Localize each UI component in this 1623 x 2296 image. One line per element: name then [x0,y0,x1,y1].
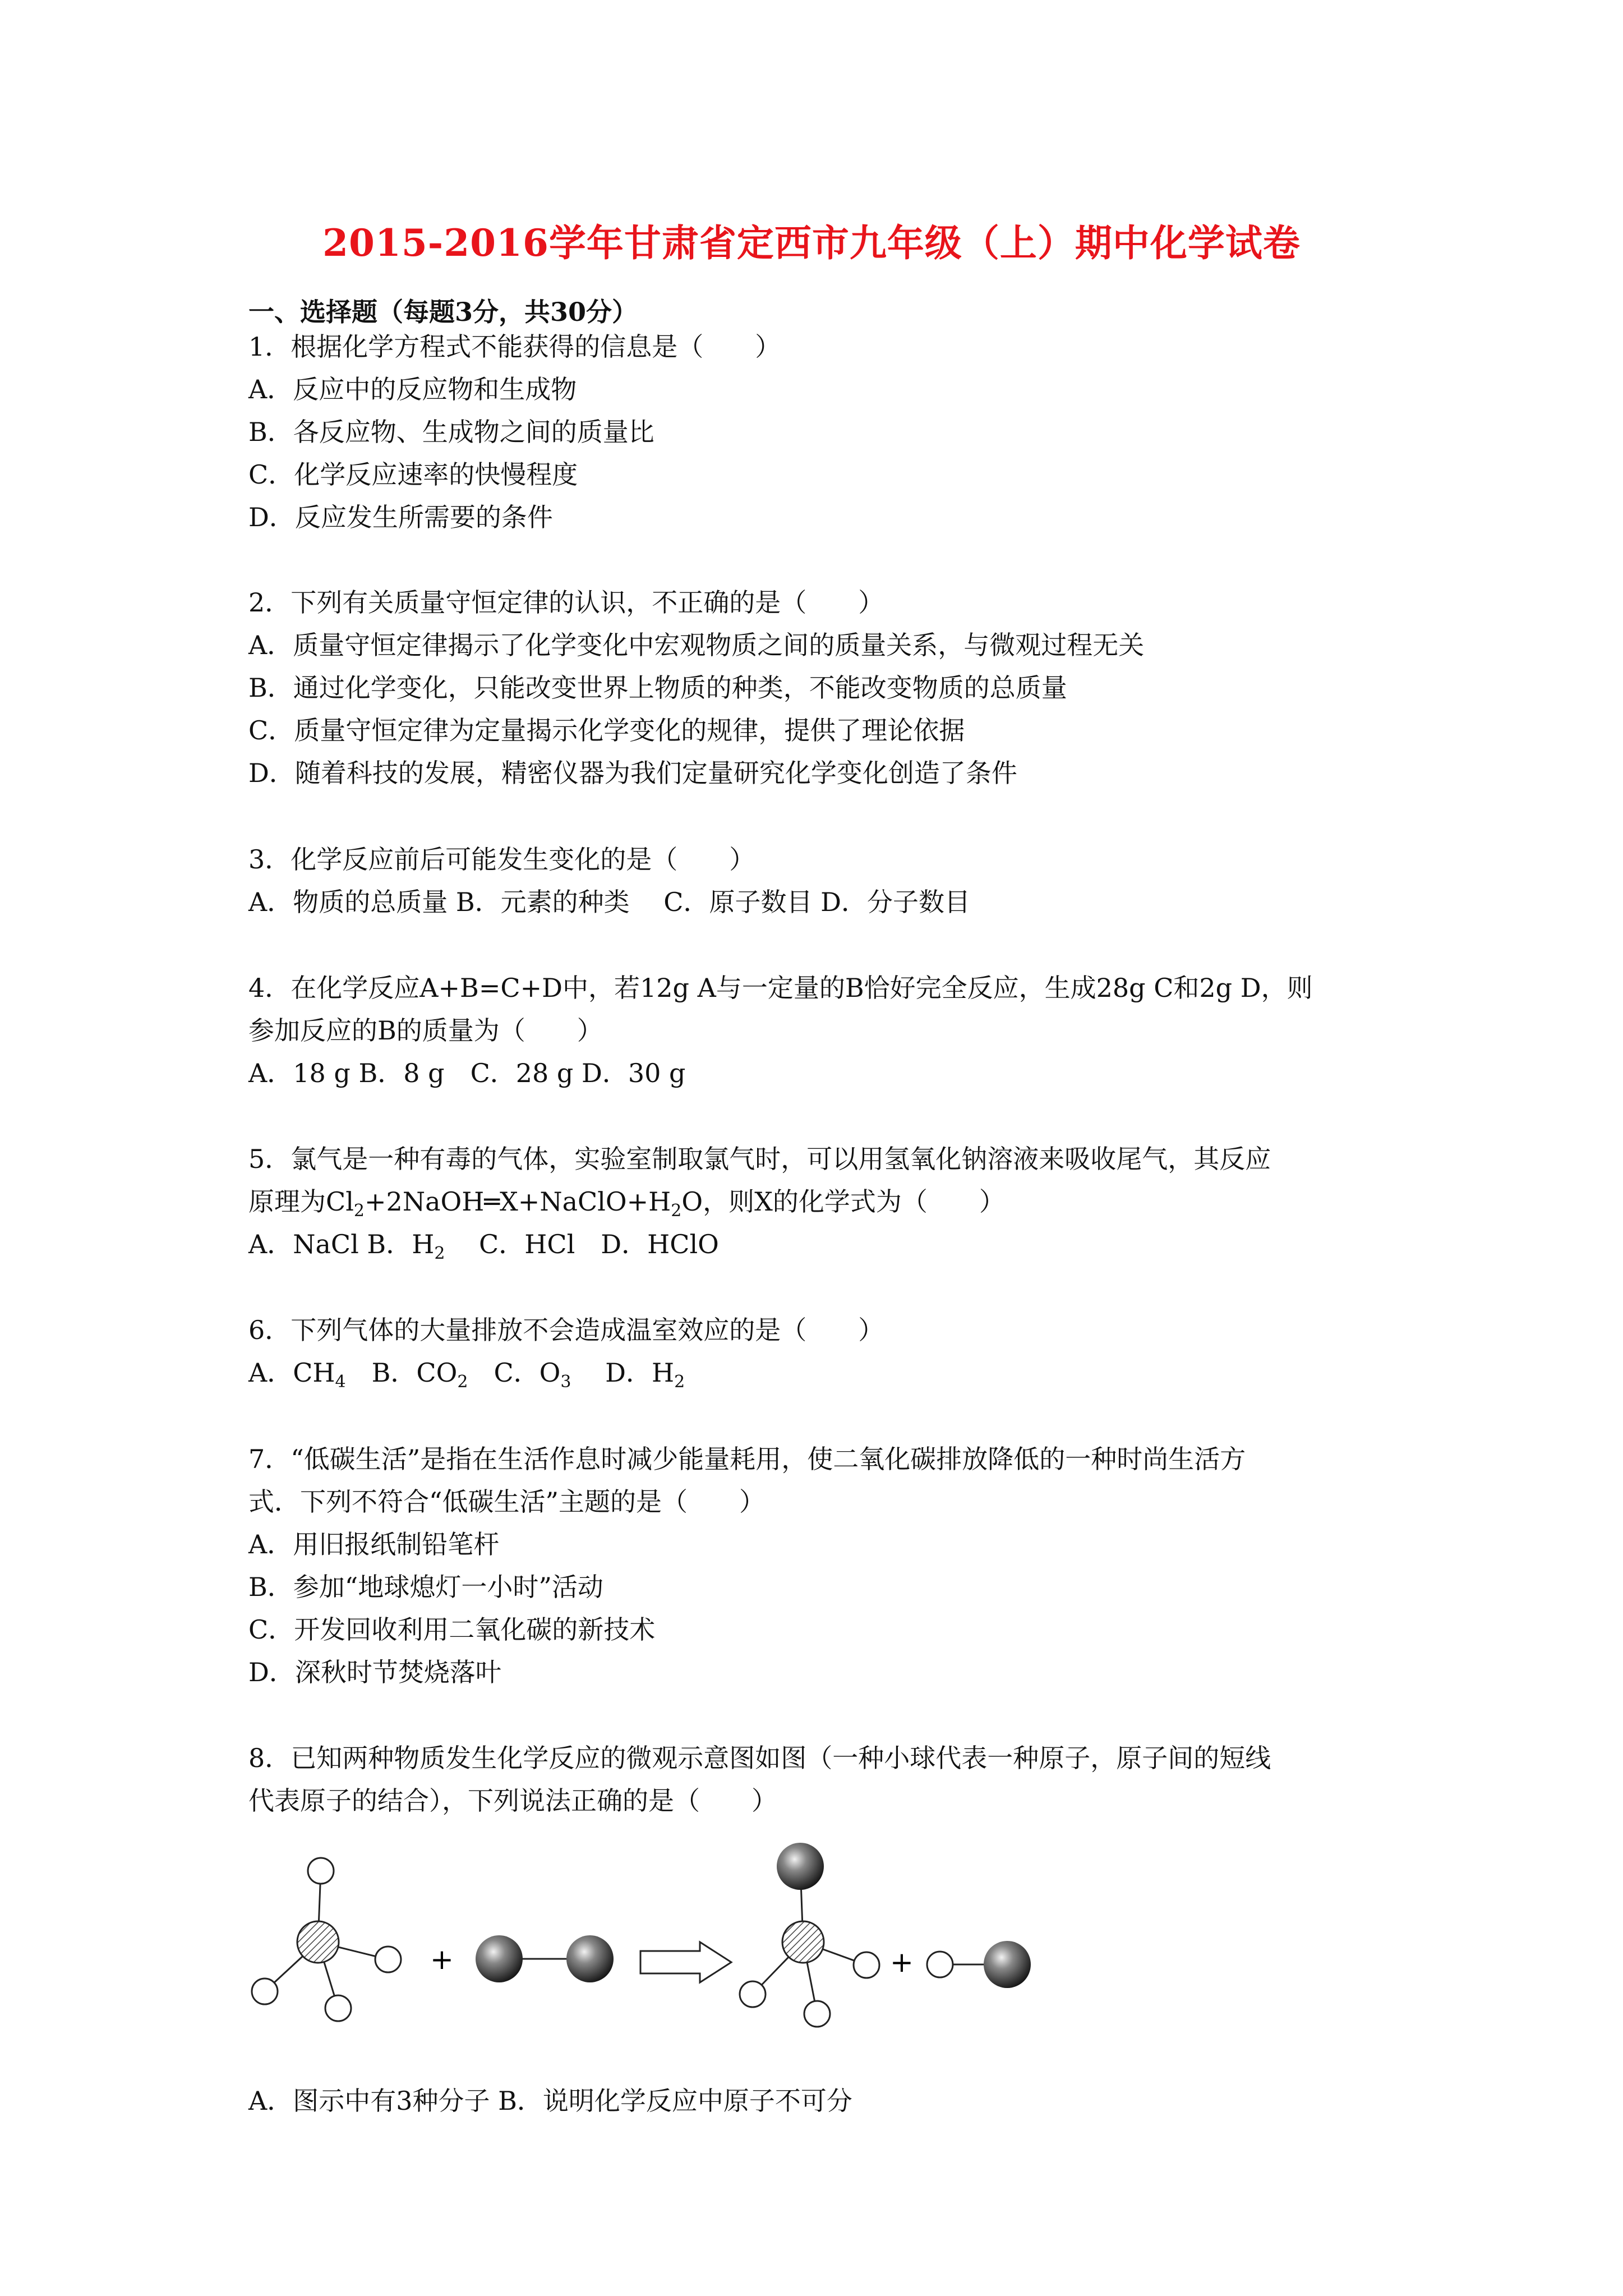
q6-option-text: B．CO [345,1358,458,1388]
subscript: 4 [335,1372,346,1392]
q1-option-b: B．各反应物、生成物之间的质量比 [248,417,654,447]
q7-option-b: B．参加“地球熄灯一小时”活动 [248,1572,603,1602]
q5-stem-line1: 5．氯气是一种有毒的气体，实验室制取氯气时，可以用氢氧化钠溶液来吸收尾气，其反应 [248,1144,1271,1174]
atom-dark [476,1935,523,1982]
atom-small-white [252,1978,278,2004]
q6-option-text: D．H [571,1358,675,1388]
reaction-arrow-icon [640,1942,731,1982]
subscript: 2 [434,1244,445,1263]
atom-dark [777,1843,824,1890]
q2-option-a: A．质量守恒定律揭示了化学变化中宏观物质之间的质量关系，与微观过程无关 [248,630,1145,660]
plus-sign: + [890,1946,914,1978]
atom-small-white [308,1858,334,1884]
q1-option-d: D．反应发生所需要的条件 [248,502,553,532]
section-heading: 一、选择题（每题3分，共30分） [248,297,638,327]
exam-title: 2015-2016学年甘肃省定西市九年级（上）期中化学试卷 [322,221,1301,265]
q3-stem: 3．化学反应前后可能发生变化的是（ ） [248,844,755,875]
q7-stem-line1: 7．“低碳生活”是指在生活作息时减少能量耗用，使二氧化碳排放降低的一种时尚生活方 [248,1444,1246,1474]
q5-stem-line2 [248,1186,1005,1221]
subscript: 2 [457,1372,468,1392]
atom-small-white [927,1952,953,1977]
q8-stem-line2: 代表原子的结合），下列说法正确的是（ ） [248,1786,777,1816]
q7-option-d: D．深秋时节焚烧落叶 [248,1657,501,1687]
product-molecule-hatched [740,1843,879,2027]
subscript: 2 [671,1201,682,1221]
q5-text: 原理为Cl [248,1186,354,1217]
q7-stem-line2: 式．下列不符合“低碳生活”主题的是（ ） [248,1487,766,1517]
q2-option-c: C．质量守恒定律为定量揭示化学变化的规律，提供了理论依据 [248,715,965,746]
atom-small-white [375,1947,401,1972]
q6-option-text: A．CH [248,1358,335,1388]
atom-small-white [804,2001,830,2027]
reactant-molecule-hatched [252,1858,401,2021]
q8-stem-line1: 8．已知两种物质发生化学反应的微观示意图如图（一种小球代表一种原子，原子间的短线 [248,1743,1271,1773]
q1-stem: 1．根据化学方程式不能获得的信息是（ ） [248,332,781,362]
q3-options: A．物质的总质量 B．元素的种类 C．原子数目 D．分子数目 [248,887,970,917]
q2-option-d: D．随着科技的发展，精密仪器为我们定量研究化学变化创造了条件 [248,758,1017,788]
q5-options [248,1229,719,1263]
atom-small-white [740,1981,766,2007]
atom-hatched [782,1921,824,1963]
q6-options [248,1358,685,1392]
q2-stem: 2．下列有关质量守恒定律的认识，不正确的是（ ） [248,587,884,618]
atom-small-white [325,1995,351,2021]
q5-text: +2NaOH═X+NaClO+H [365,1186,671,1217]
q7-option-c: C．开发回收利用二氧化碳的新技术 [248,1614,656,1645]
q1-option-a: A．反应中的反应物和生成物 [248,374,577,404]
subscript: 2 [674,1372,685,1392]
atom-dark [566,1935,614,1982]
q4-options: A．18 g B．8 g C．28 g D．30 g [248,1058,686,1088]
product-molecule-mixed [927,1941,1031,1988]
atom-hatched [297,1921,339,1963]
q7-option-a: A．用旧报纸制铅笔杆 [248,1529,500,1559]
plus-sign: + [430,1943,454,1976]
q2-option-b: B．通过化学变化，只能改变世界上物质的种类，不能改变物质的总质量 [248,673,1067,703]
q4-stem-line1: 4．在化学反应A+B=C+D中，若12g A与一定量的B恰好完全反应，生成28g C和2g D，则 [248,973,1313,1003]
subscript: 2 [353,1201,365,1221]
subscript: 3 [560,1372,571,1392]
q4-stem-line2: 参加反应的B的质量为（ ） [248,1015,603,1046]
reactant-molecule-dark [476,1935,614,1982]
q5-option-text: A．NaCl B．H [248,1229,435,1259]
reaction-diagram [241,1834,1116,2059]
q8-options: A．图示中有3种分子 B．说明化学反应中原子不可分 [248,2086,852,2116]
q1-option-c: C．化学反应速率的快慢程度 [248,459,578,490]
atom-dark [984,1941,1031,1988]
atom-small-white [854,1952,879,1978]
q6-stem: 6．下列气体的大量排放不会造成温室效应的是（ ） [248,1315,884,1345]
q6-option-text: C．O [468,1358,561,1388]
q5-text: O，则X的化学式为（ ） [681,1186,1005,1217]
q5-option-text: C．HCl D．HClO [445,1229,719,1259]
